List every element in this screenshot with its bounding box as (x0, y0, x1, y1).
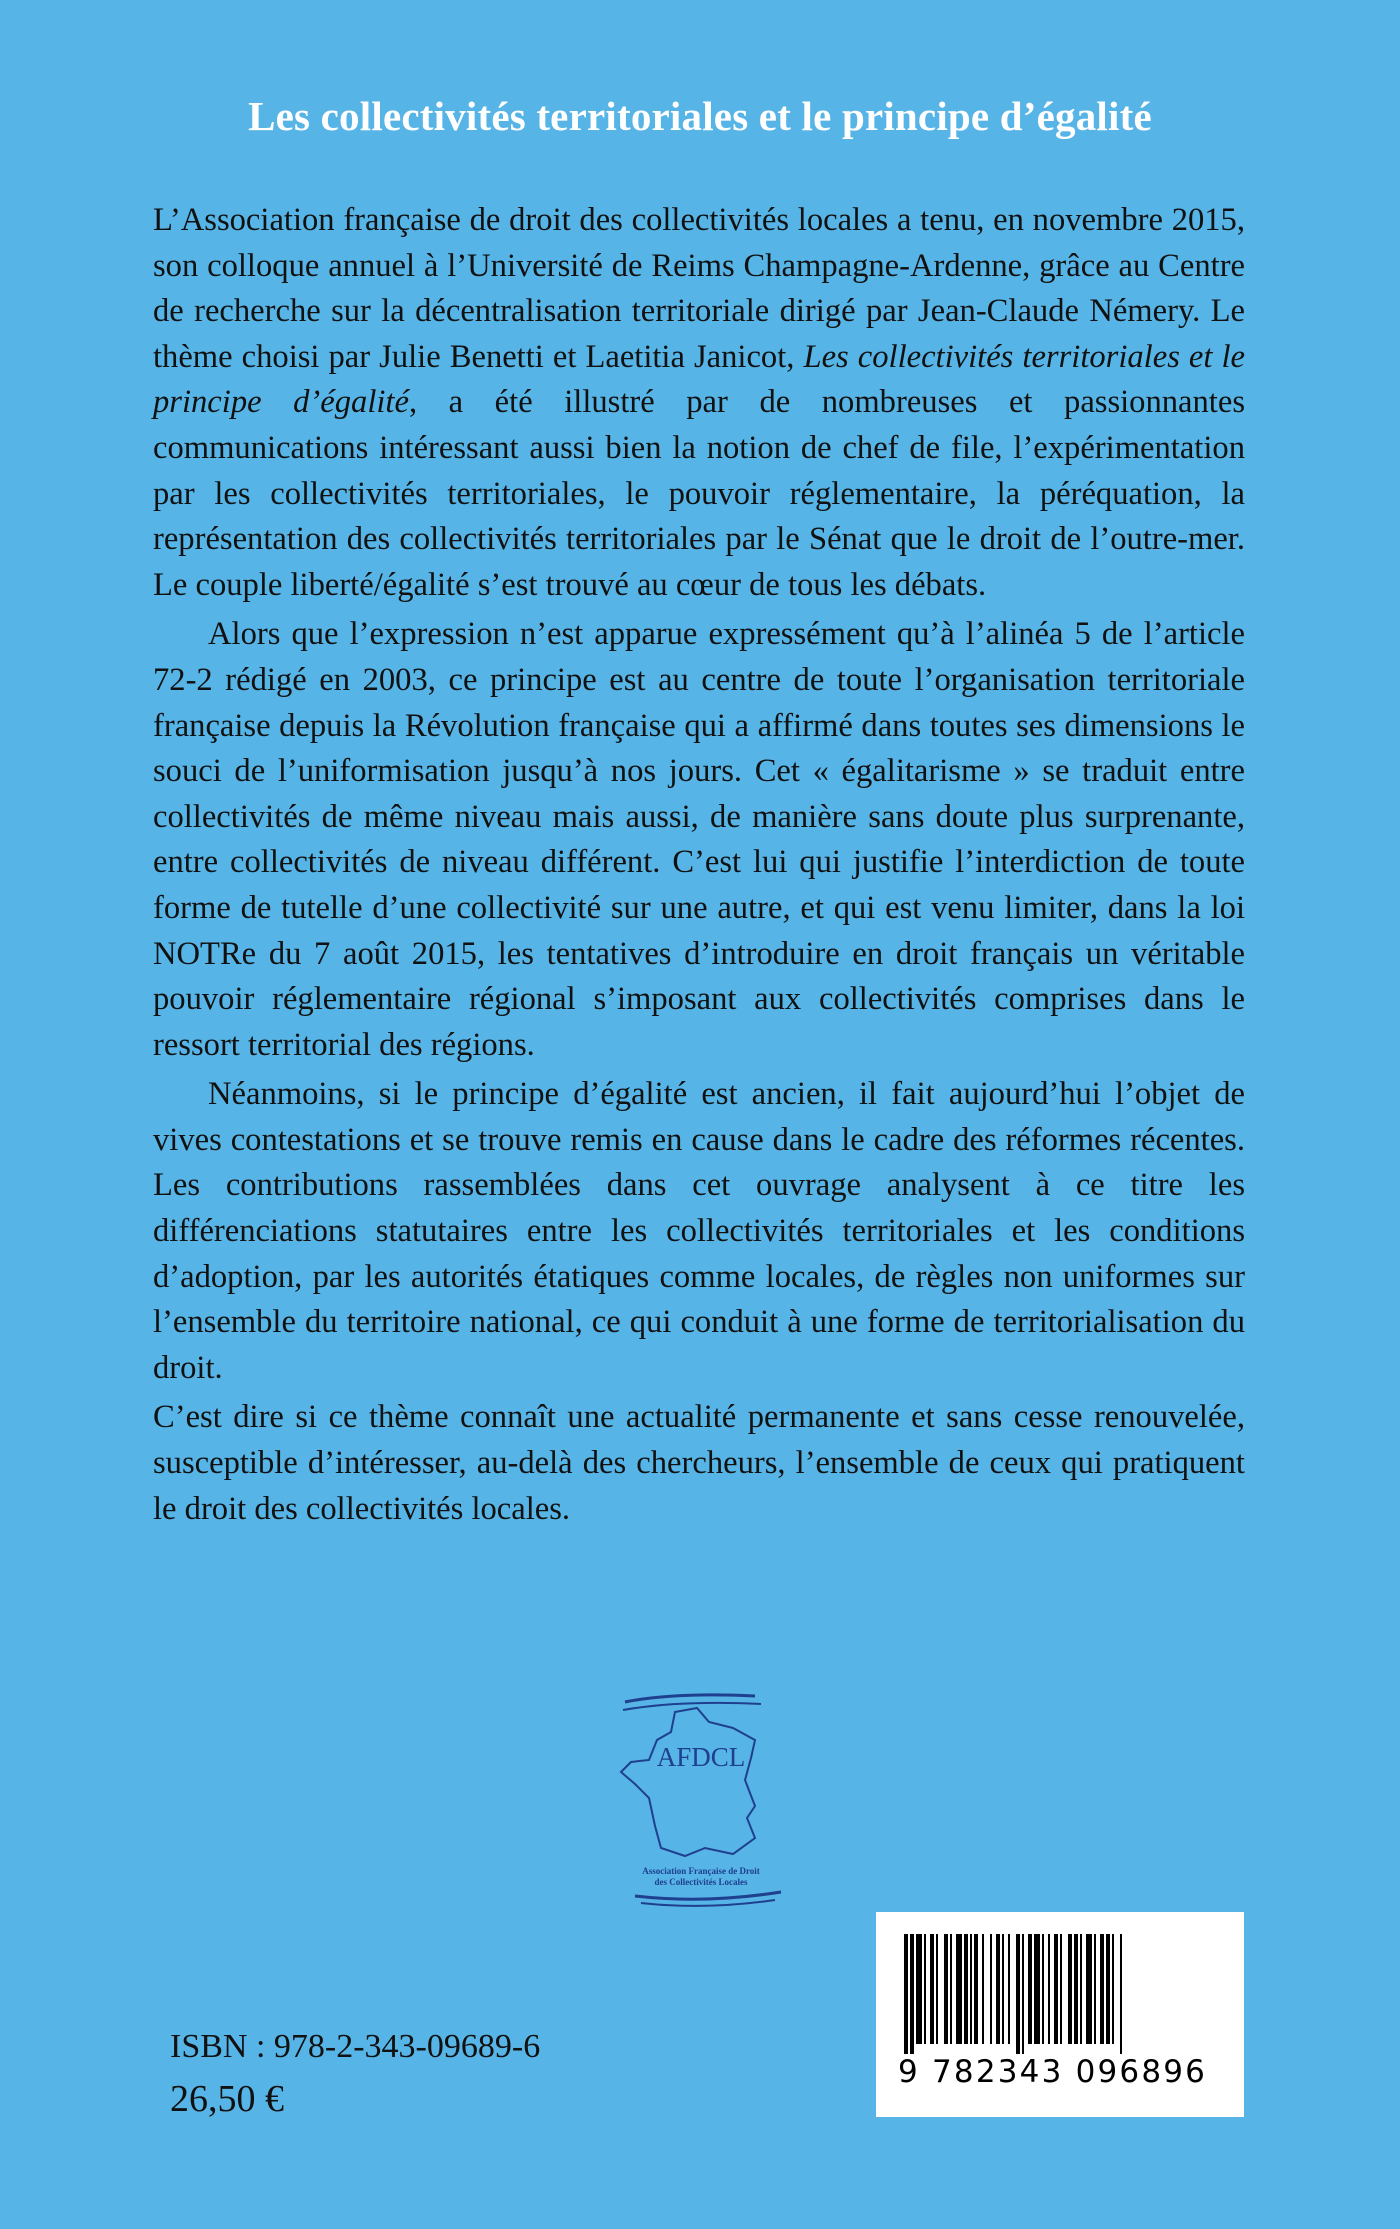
paragraph-1-part-b: , a été illustré par de nombreuses et passionnantes communications intéressant aussi bien la notion de chef de file, l’expérimentation par les collectivités territoriales, le pouvoir réglementaire, la péréquation, la représentation des collectivités territoriales par le Sénat que le droit de l’outre-mer. Le couple liberté/égalité s’est trouvé au cœur de tous les débats. (153, 384, 1245, 603)
paragraph-1-part-a: L’Association française de droit des collectivités locales a tenu, en novembre 2015, son colloque annuel à l’Université de Reims Champagne-Ardenne, grâce au Centre de recherche sur la décentralisation territoriale dirigé par Jean-Claude Némery. Le thème choisi par Julie Benetti et Laetitia Janicot, (153, 202, 1245, 375)
barcode-bar (970, 1934, 972, 2044)
barcode-bar (1086, 1934, 1092, 2044)
barcode-bar (910, 1934, 914, 2054)
barcode-bar (1016, 1934, 1020, 2054)
barcode-bar (956, 1934, 962, 2044)
logo-line-1: Association Française de Droit (642, 1866, 760, 1876)
barcode-bar (1042, 1934, 1044, 2044)
isbn: ISBN : 978-2-343-09689-6 (170, 2028, 541, 2065)
barcode-bar (1120, 1934, 1122, 2054)
barcode-bar (924, 1934, 926, 2044)
barcode-bar (1002, 1934, 1004, 2044)
barcode-bar (990, 1934, 992, 2044)
barcode-bar (1068, 1934, 1072, 2044)
barcode-bar (1048, 1934, 1050, 2044)
logo-line-2: des Collectivités Locales (654, 1877, 748, 1887)
barcode-bars (900, 1934, 1222, 2054)
paragraph-1-italic-title: Les collectivités territoriales et le principe d’égalité (153, 338, 1245, 421)
back-cover-text (153, 198, 1245, 1536)
barcode-bar (1074, 1934, 1078, 2044)
barcode-bar (1022, 1934, 1024, 2054)
paragraph-4: C’est dire si ce thème connaît une actualité permanente et sans cesse renouvelée, susceptible d’intéresser, au-delà des chercheurs, l’ensemble de ceux qui pratiquent le droit des collectivités locales. (153, 1399, 1245, 1527)
paragraph-3: Néanmoins, si le principe d’égalité est ancien, il fait aujourd’hui l’objet de vives contestations et se trouve remis en cause dans le cadre des réformes récentes. Les contributions rassemblées dans cet ouvrage analysent à ce titre les différenciations statutaires entre les collectivités territoriales et les conditions d’adoption, par les autorités étatiques comme locales, de règles non uniformes sur l’ensemble du territoire national, ce qui conduit à une forme de territorialisation du droit. (153, 1076, 1245, 1386)
barcode-bar (930, 1934, 934, 2044)
barcode-digits: 9 782343 096896 (898, 2054, 1208, 2090)
barcode-bar (964, 1934, 968, 2044)
france-map-icon (605, 1688, 797, 1913)
barcode-bar (1100, 1934, 1104, 2044)
barcode-bar (1054, 1934, 1058, 2044)
barcode-bar (996, 1934, 1000, 2044)
barcode-bar (936, 1934, 938, 2044)
afdcl-logo (605, 1688, 797, 1913)
book-title: Les collectivités territoriales et le principe d’égalité (248, 93, 1152, 139)
barcode-bar (1008, 1934, 1010, 2044)
barcode-bar (916, 1934, 922, 2044)
barcode-bar (1060, 1934, 1062, 2044)
barcode (876, 1912, 1244, 2117)
barcode-bar (1034, 1934, 1040, 2044)
barcode-bar (1112, 1934, 1114, 2044)
barcode-bar (1028, 1934, 1032, 2044)
barcode-bar (982, 1934, 984, 2044)
logo-acronym: AFDCL (656, 1742, 746, 1772)
barcode-bar (1106, 1934, 1110, 2044)
paragraph-2: Alors que l’expression n’est apparue expressément qu’à l’alinéa 5 de l’article 72-2 rédigé en 2003, ce principe est au centre de toute l’organisation territoriale française depuis la Révolution française qui a affirmé dans toutes ses dimensions le souci de l’uniformisation jusqu’à nos jours. Cet « égalitarisme » se traduit entre collectivités de même niveau mais aussi, de manière sans doute plus surprenante, entre collectivités de niveau différent. C’est lui qui justifie l’interdiction de toute forme de tutelle d’une collectivité sur une autre, et qui est venu limiter, dans la loi NOTRe du 7 août 2015, les tentatives d’introduire en droit français un véritable pouvoir réglementaire régional s’imposant aux collectivités comprises dans le ressort territorial des régions. (153, 616, 1245, 1063)
barcode-bar (974, 1934, 978, 2044)
barcode-bar (904, 1934, 908, 2054)
barcode-bar (944, 1934, 948, 2044)
paragraph-1 (153, 198, 1245, 608)
price: 26,50 € (170, 2078, 284, 2120)
barcode-bar (950, 1934, 952, 2044)
barcode-bar (1080, 1934, 1082, 2044)
barcode-bar (1094, 1934, 1096, 2044)
